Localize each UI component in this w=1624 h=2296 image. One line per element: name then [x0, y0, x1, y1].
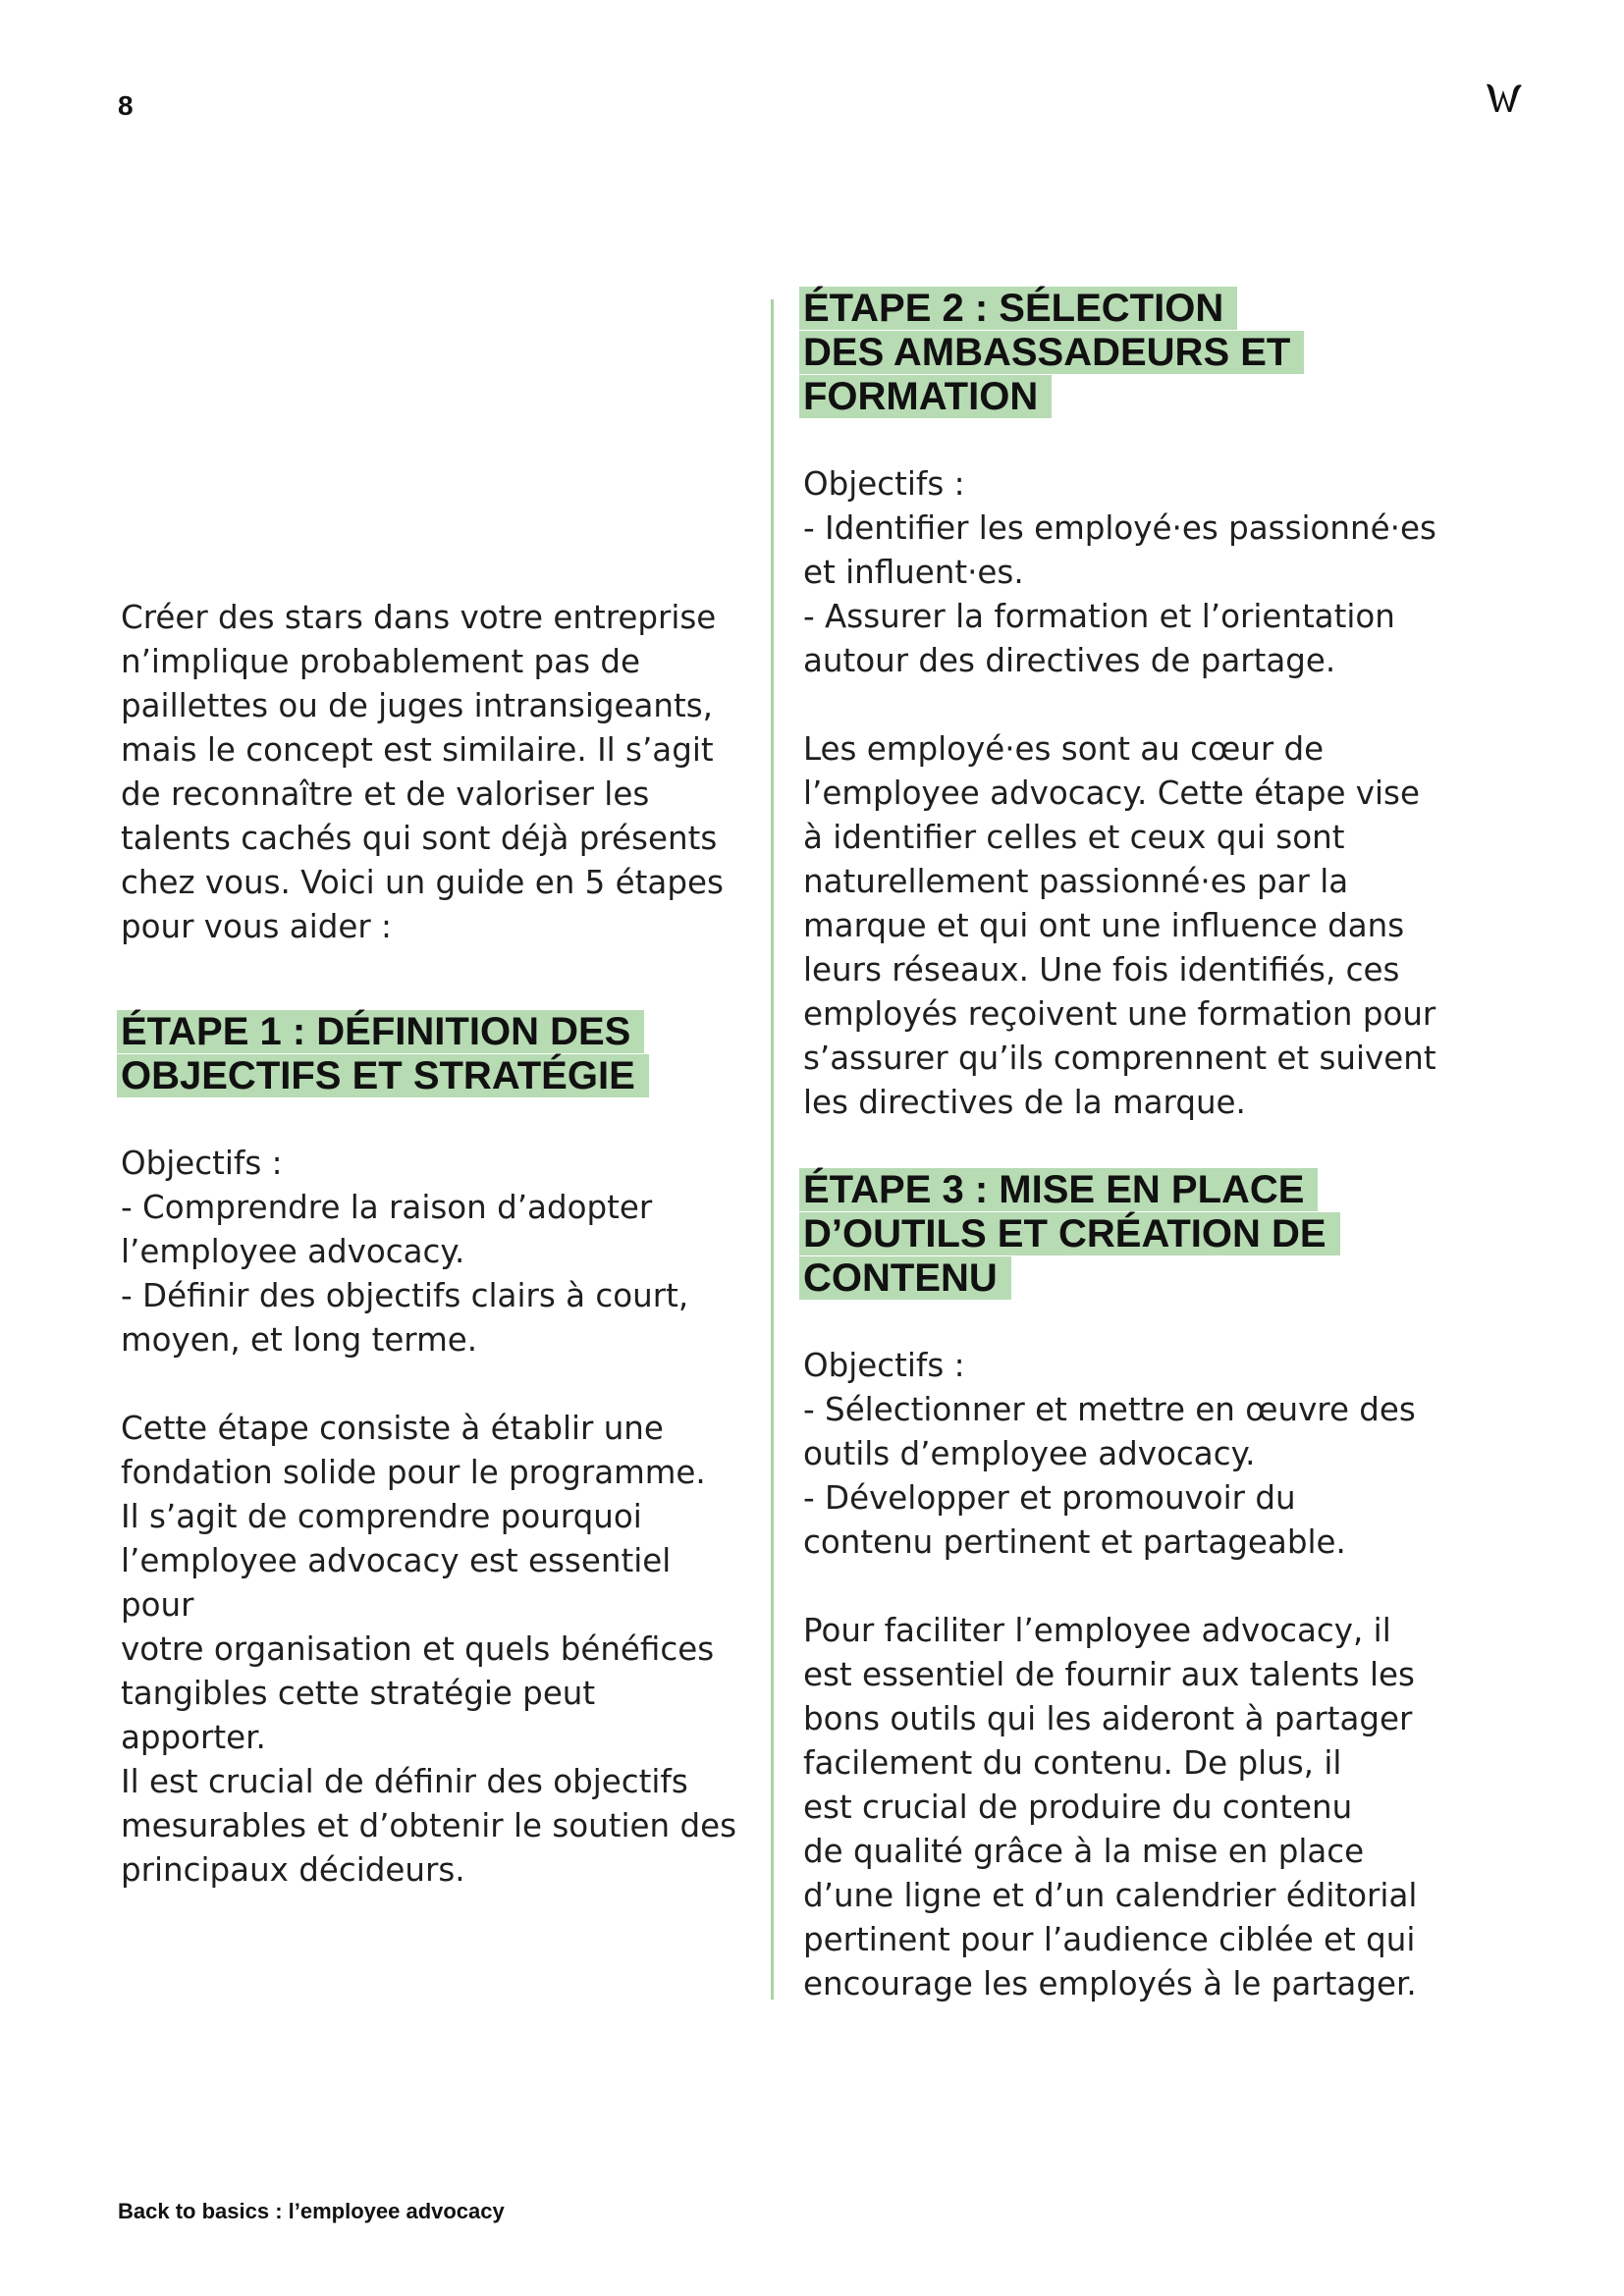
- step2-heading: [803, 287, 1451, 419]
- page-number: 8: [118, 90, 134, 121]
- step1-heading: [121, 1010, 749, 1098]
- step3-title: ÉTAPE 3 : MISE EN PLACE D’OUTILS ET CRÉATION DE CONTENU: [799, 1168, 1340, 1300]
- footer-title: Back to basics : l’employee advocacy: [118, 2199, 505, 2223]
- step1-title: ÉTAPE 1 : DÉFINITION DES OBJECTIFS ET STRATÉGIE: [117, 1010, 649, 1097]
- step3-body: Pour faciliter l’employee advocacy, il est essentiel de fournir aux talents les bons outils qui les aideront à partager facilement du contenu. De plus, il est crucial de produire du contenu de qualité grâce à la mise en place d’une ligne et d’un calendrier éditorial pertinent pour l’audience ciblée et qui encourage les employés à le partager.: [803, 1612, 1418, 2002]
- step1-body: Cette étape consiste à établir une fondation solide pour le programme. Il s’agit de comprendre pourquoi l’employee advocacy est essentiel pour votre organisation et quels bénéfices tangibles cette stratégie peut apporter. Il est crucial de définir des objectifs mesurables et d’obtenir le soutien des principaux décideurs.: [121, 1410, 737, 1889]
- intro-paragraph: Créer des stars dans votre entreprise n’implique probablement pas de paillettes ou de juges intransigeants, mais le concept est similaire. Il s’agit de reconnaître et de valoriser les talents cachés qui sont déjà présents chez vous. Voici un guide en 5 étapes pour vous aider :: [121, 599, 724, 945]
- step3-objectives: Objectifs : - Sélectionner et mettre en œuvre des outils d’employee advocacy. - Développer et promouvoir du contenu pertinent et partageable.: [803, 1347, 1416, 1561]
- right-column: [803, 287, 1451, 2006]
- column-divider: [771, 299, 774, 2000]
- step1-objectives: Objectifs : - Comprendre la raison d’adopter l’employee advocacy. - Définir des objectifs clairs à court, moyen, et long terme.: [121, 1145, 689, 1359]
- step2-body: Les employé·es sont au cœur de l’employee advocacy. Cette étape vise à identifier celles et ceux qui sont naturellement passionné·es par la marque et qui ont une influence dans leurs réseaux. Une fois identifiés, ces employés reçoivent une formation pour s’assurer qu’ils comprennent et suivent les directives de la marque.: [803, 730, 1436, 1121]
- step2-objectives: Objectifs : - Identifier les employé·es passionné·es et influent·es. - Assurer la formation et l’orientation autour des directives de partage.: [803, 465, 1436, 679]
- w-logo-icon: [1485, 80, 1524, 114]
- step2-title: ÉTAPE 2 : SÉLECTION DES AMBASSADEURS ET FORMATION: [799, 287, 1304, 418]
- step3-heading: [803, 1168, 1451, 1301]
- left-column: [121, 596, 749, 1893]
